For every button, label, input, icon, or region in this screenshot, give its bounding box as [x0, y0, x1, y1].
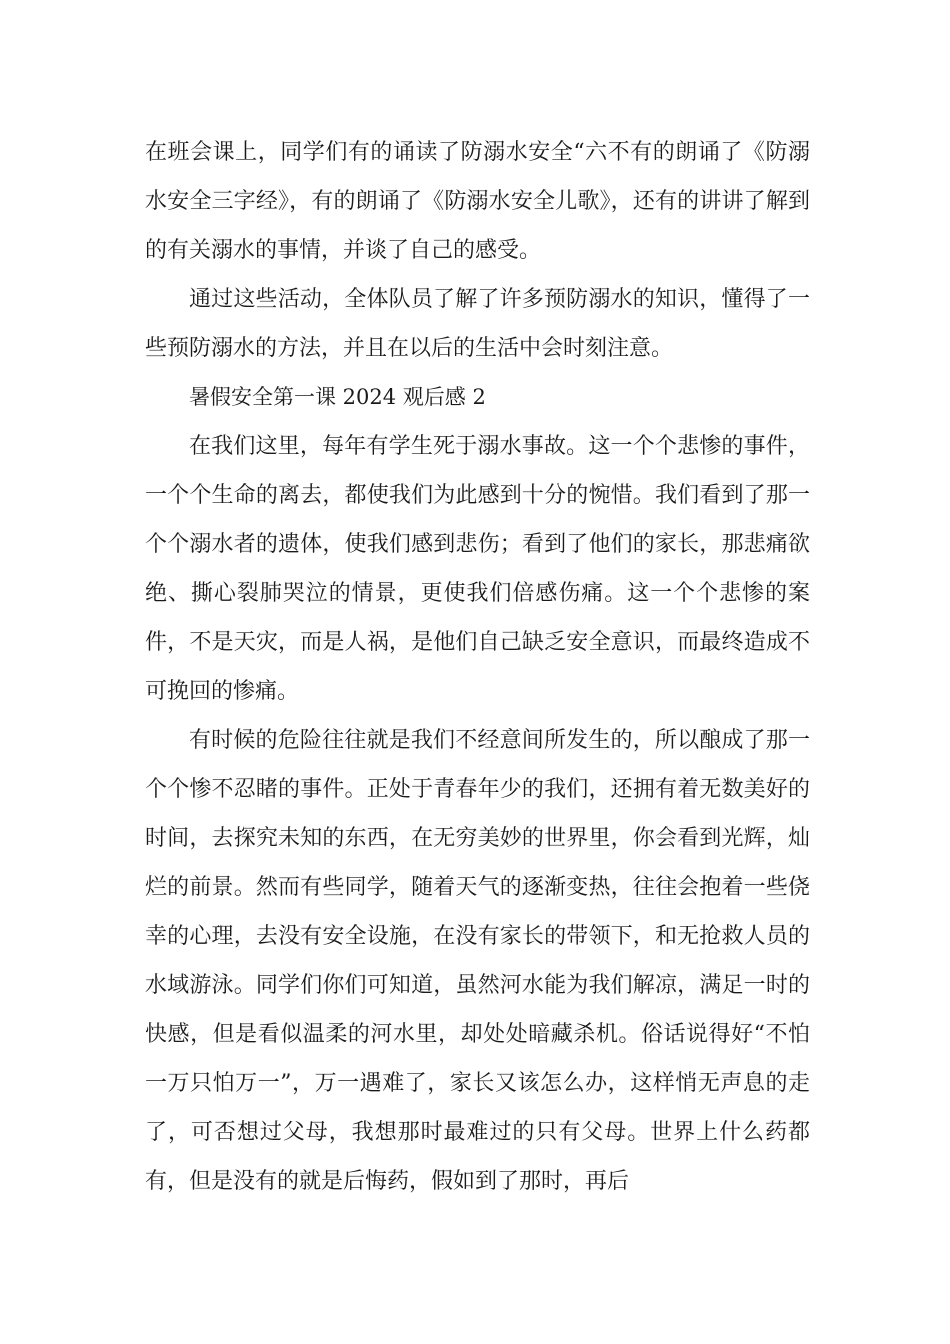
- paragraph-activities-summary: 通过这些活动，全体队员了解了许多预防溺水的知识，懂得了一些预防溺水的方法，并且在以后的生活中会时刻注意。: [145, 287, 810, 361]
- paragraph-class-meeting: 在班会课上，同学们有的诵读了防溺水安全“六不有的朗诵了《防溺水安全三字经》，有的朗诵了《防溺水安全儿歌》，还有的讲讲了解到的有关溺水的事情，并谈了自己的感受。: [145, 140, 810, 263]
- paragraph-danger-warning: 有时候的危险往往就是我们不经意间所发生的，所以酿成了那一个个惨不忍睹的事件。正处于青春年少的我们，还拥有着无数美好的时间，去探究未知的东西，在无穷美妙的世界里，你会看到光辉，灿烂的前景。然而有些同学，随着天气的逐渐变热，往往会抱着一些侥幸的心理，去没有安全设施，在没有家长的带领下，和无抢救人员的水域游泳。同学们你们可知道，虽然河水能为我们解凉，满足一时的快感，但是看似温柔的河水里，却处处暗藏杀机。俗话说得好“不怕一万只怕万一”，万一遇难了，家长又该怎么办，这样悄无声息的走了，可否想过父母，我想那时最难过的只有父母。世界上什么药都有，但是没有的就是后悔药，假如到了那时，再后: [145, 728, 810, 1194]
- section-heading: 暑假安全第一课 2024 观后感 2: [189, 385, 486, 409]
- paragraph-drowning-tragedy: 在我们这里，每年有学生死于溺水事故。这一个个悲惨的事件，一个个生命的离去，都使我们为此感到十分的惋惜。我们看到了那一个个溺水者的遗体，使我们感到悲伤；看到了他们的家长，那悲痛欲绝、撕心裂肺哭泣的情景，更使我们倍感伤痛。这一个个悲惨的案件，不是天灾，而是人祸，是他们自己缺乏安全意识，而最终造成不可挽回的惨痛。: [145, 434, 810, 704]
- document-body: [145, 128, 810, 1206]
